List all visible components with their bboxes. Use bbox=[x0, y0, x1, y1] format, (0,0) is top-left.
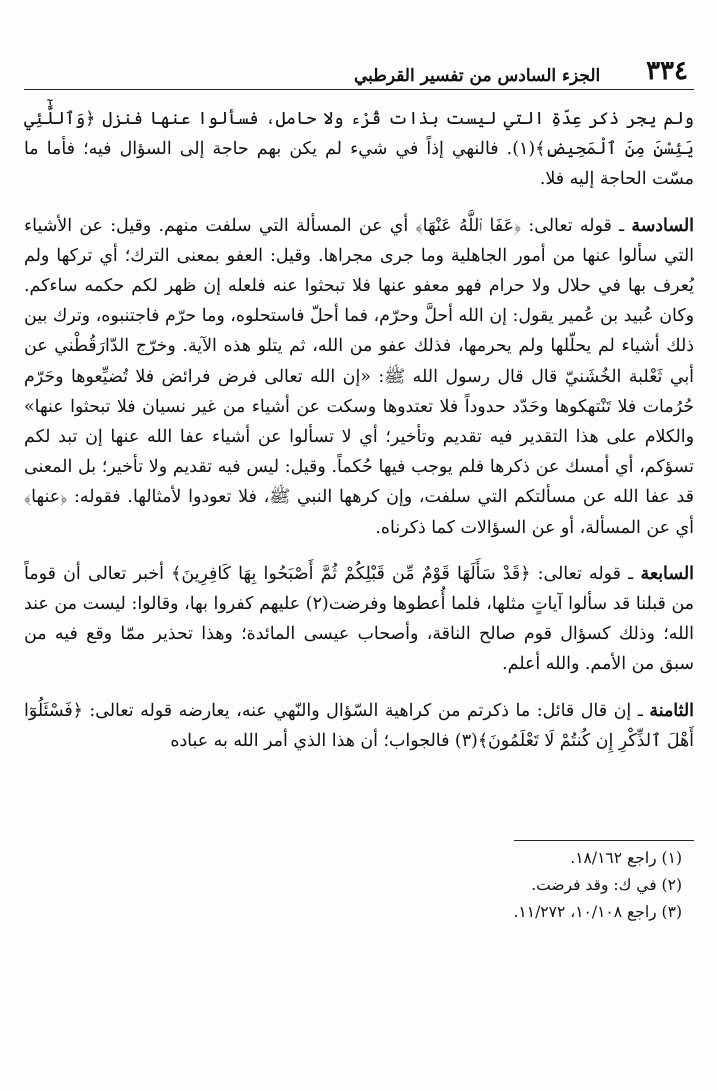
section-label: السادسة bbox=[631, 215, 694, 236]
footnote-1: (١) راجع ١٨/١٦٢. bbox=[570, 849, 682, 868]
page-header bbox=[24, 44, 694, 90]
paragraph-text: ـ قوله تعالى: ﴿عَفَا ٱللَّهُ عَنْهَا﴾ أي عن المسألة التي سلفت منهم. وقيل: عن الأشياء التي سألوا عنها من أمور الجاهلية وما جرى مجراها. وقيل: العفو بمعنى الترك؛ أي تركها ولم يُعرف بها في حلال ولا حرام فهو معفو عنها فلا تبحثوا عنه فلعله إن ظهر لكم حكمه ساءكم. وكان عُبيد بن عُمير يقول: إن الله أحلَّ وحرّم، فما أحلّ فاستحلوه، وما حرّم فاجتنبوه، وترك بين ذلك أشياء لم يحلّلها ولم يحرمها، فذلك عفو من الله، ثم يتلو هذه الآية. وخرّج الدّارَقُطْني عن أبي ثَعْلبة الخُشَنيّ قال قال رسول الله ﷺ: «إن الله تعالى فرض فرائض فلا تُضيِّعوها وحَرّم حُرُمات فلا تَنْتهكوها وحَدّد حدوداً فلا تعتدوها وسكت عن أشياء من غير نسيان فلا تبحثوا عنها» والكلام على هذا التقدير فيه تقديم وتأخير؛ أي لا تسألوا عن أشياء عفا الله عنها إن تبد لكم تسؤكم، أي أمسك عن ذكرها فلم يوجب فيها حُكماً. وقيل: ليس فيه تقديم ولا تأخير؛ بل المعنى قد عفا الله عن مسألتكم التي سلفت، وإن كرهها النبي ﷺ، فلا تعودوا لأمثالها. فقوله: ﴿عنها﴾ أي عن المسألة، أو عن السؤالات كما ذكرناه. bbox=[24, 215, 694, 538]
paragraph-eighth bbox=[24, 696, 694, 756]
page-body bbox=[24, 104, 694, 756]
footnote-divider bbox=[514, 840, 694, 841]
footnote-3: (٣) راجع ١٠/١٠٨، ١١/٢٧٢. bbox=[513, 903, 682, 922]
paragraph-text: ـ قوله تعالى: ﴿قَدْ سَأَلَهَا قَوْمٌ مِّن قَبْلِكُمْ ثُمَّ أَصْبَحُوا بِهَا كَافِرِينَ﴾ أخبر تعالى أن قوماً من قبلنا قد سألوا آياتٍ مثلها، فلما أُعطوها وفرضت(٢) عليهم كفروا بها، وقالوا: ليست من عند الله؛ وذلك كسؤال قوم صالح الناقة، وأصحاب عيسى المائدة؛ وهذا تحذير ممّا وقع فيه من سبق من الأمم. والله أعلم. bbox=[24, 563, 694, 675]
running-title: الجزء السادس من تفسير القرطبي bbox=[354, 66, 601, 86]
footnotes bbox=[24, 845, 694, 926]
paragraph-text: ـ إن قال قائل: ما ذكرتم من كراهية السّؤال والنّهي عنه، يعارضه قوله تعالى: ﴿فَسْئَلُوٓا أَهْلَ ٱلذِّكْرِ إِن كُنتُمْ لَا تَعْلَمُونَ﴾(٣) فالجواب؛ أن هذا الذي أمر الله به عباده bbox=[24, 700, 694, 751]
section-label: السابعة bbox=[640, 563, 694, 584]
paragraph-seventh bbox=[24, 559, 694, 680]
book-page bbox=[24, 44, 694, 926]
paragraph-sixth bbox=[24, 211, 694, 543]
paragraph-text: ولم يجر ذكر عِدّةِ التي ليست بذات قُرْء ولا حامل، فسألوا عنها فنزل ﴿وَٱللَّٰٓئِي يَئِسْنَ مِنَ ٱلْمَحِيضِ﴾(١). فالنهي إذاً في شيء لم يكن بهم حاجة إلى السؤال فيه؛ فأما ما مسّت الحاجة إليه فلا. bbox=[24, 109, 694, 190]
paragraph-intro bbox=[24, 104, 694, 195]
footnote-2: (٢) في ك: وقد فرضت. bbox=[531, 876, 682, 895]
section-label: الثامنة bbox=[649, 700, 694, 721]
page-number: ٣٣٤ bbox=[646, 56, 688, 86]
